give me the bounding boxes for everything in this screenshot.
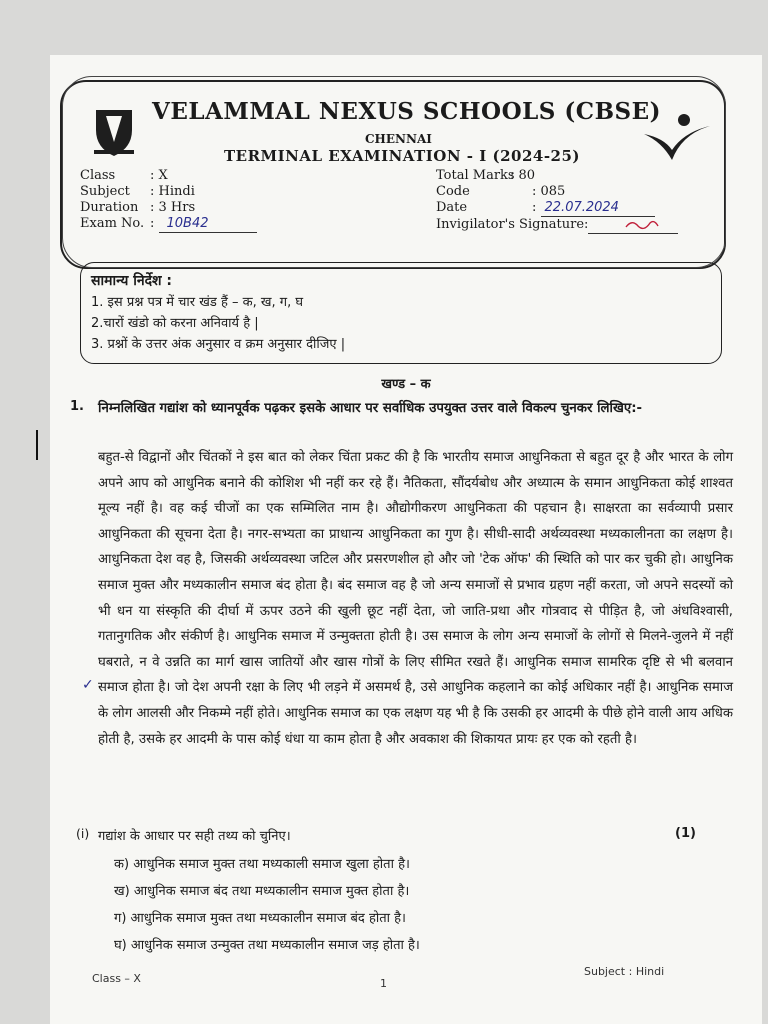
instructions-box xyxy=(80,262,722,364)
signature-scribble-icon xyxy=(622,218,662,232)
subquestion-text: गद्यांश के आधार पर सही तथ्य को चुनिए। xyxy=(98,829,291,844)
info-duration: Duration : 3 Hrs xyxy=(80,200,196,215)
exam-title: TERMINAL EXAMINATION - I (2024-25) xyxy=(224,147,581,165)
info-class: Class : X xyxy=(80,168,168,183)
passage-text: बहुत-से विद्वानों और चिंतकों ने इस बात को लेकर चिंता प्रकट की है कि भारतीय समाज आधुनिकता से बहुत दूर है और भारत के लोग अपने आप को आधुनिक बनाने की कोशिश भी नहीं कर रहे हैं। नैतिकता, सौंदर्यबोध और अध्यात्म के समान आधुनिकता कोई शाश्वत मूल्य नहीं है। वह कई चीजों का एक सम्मिलित नाम है। औद्योगीकरण आधुनिकता की पहचान है। साक्षरता का सर्वव्यापी प्रसार आधुनिकता की सूचना देता है। नगर-सभ्यता का प्राधान्य आधुनिकता का गुण है। सीधी-सादी अर्थव्यवस्था मध्यकालीनता का लक्षण है। आधुनिकता देश वह है, जिसकी अर्थव्यवस्था जटिल और प्रसरणशील हो और जो 'टेक ऑफ' की स्थिति को पार कर चुकी हो। आधुनिक समाज मुक्त और मध्यकालीन समाज बंद होता है। बंद समाज वह है जो अन्य समाजों से प्रभाव ग्रहण नहीं करता, जो अपने सदस्यों को भी धन या संस्कृति की दीर्घा में ऊपर उठने की खुली छूट नहीं देता, जो जाति-प्रथा और गोत्रवाद से पीड़ित है, जो अंधविश्वासी, गतानुगतिक और संकीर्ण है। आधुनिक समाज में उन्मुक्तता होती है। उस समाज के लोग अन्य समाजों के लोगों से मिलने-जुलने में नहीं घबराते, न वे उन्नति का मार्ग खास जातियों और खास गोत्रों के लिए सीमित रखते हैं। आधुनिक समाज सामरिक दृष्टि से भी बलवान समाज होता है। जो देश अपनी रक्षा के लिए भी लड़ने में असमर्थ है, उसे आधुनिक कहलाने का कोई अधिकार नहीं है। आधुनिक समाज के लोग आलसी और निकम्मे नहीं होते। आधुनिक समाज का एक लक्षण यह भी है कि उसकी हर आदमी के पीछे होने वाली आय अधिक होती है, उसके हर आदमी के पास कोई धंधा या काम होता है और अवकाश की शिकायत प्रायः हर एक को रहती है। xyxy=(98,450,733,747)
date-handwritten: 22.07.2024 xyxy=(541,200,655,217)
option-gha: घ) आधुनिक समाज उन्मुक्त तथा मध्यकालीन समाज जड़ होता है। xyxy=(114,938,420,953)
exam-no-handwritten: 10B42 xyxy=(159,216,257,233)
footer-class: Class – X xyxy=(92,972,141,985)
question-text: निम्नलिखित गद्यांश को ध्यानपूर्वक पढ़कर इसके आधार पर सर्वाधिक उपयुक्त उत्तर वाले विकल्प चुनकर लिखिए:- xyxy=(98,401,643,416)
margin-mark xyxy=(36,430,38,460)
info-date: Date : 22.07.2024 xyxy=(436,200,678,217)
subquestion-marks: (1) xyxy=(675,826,696,841)
option-ga: ग) आधुनिक समाज मुक्त तथा मध्यकालीन समाज बंद होता है। xyxy=(114,911,406,926)
instruction-item: 2.चारों खंडो को करना अनिवार्य है | xyxy=(91,316,259,331)
subquestion-number: (i) xyxy=(76,826,90,841)
footer-subject: Subject : Hindi xyxy=(584,965,665,978)
info-exam-no: Exam No. : 10B42 xyxy=(80,216,257,233)
option-kha: ख) आधुनिक समाज बंद तथा मध्यकालीन समाज मुक्त होता है। xyxy=(114,884,410,899)
school-name: VELAMMAL NEXUS SCHOOLS (CBSE) xyxy=(152,98,662,125)
header-box xyxy=(60,80,726,269)
question-number: 1. xyxy=(70,399,84,414)
instructions-title: सामान्य निर्देश : xyxy=(91,273,173,289)
school-crest-icon xyxy=(92,106,136,158)
info-total-marks: Total Marks: 80 xyxy=(436,168,536,183)
info-code: Code : 085 xyxy=(436,184,566,199)
instructions xyxy=(91,271,345,355)
footer-page-number: 1 xyxy=(380,977,387,990)
invigilator-signature-line xyxy=(588,217,678,234)
exam-page xyxy=(50,55,762,1024)
info-invigilator: Invigilator's Signature: xyxy=(436,217,678,234)
instruction-item: 1. इस प्रश्न पत्र में चार खंड हैं – क, ख, ग, घ xyxy=(91,295,304,310)
swoosh-logo-icon xyxy=(642,112,712,167)
check-mark-icon: ✓ xyxy=(82,677,94,693)
info-subject: Subject : Hindi xyxy=(80,184,195,199)
info-left xyxy=(80,168,257,233)
school-city: CHENNAI xyxy=(365,132,432,146)
option-ka: क) आधुनिक समाज मुक्त तथा मध्यकाली समाज खुला होता है। xyxy=(114,857,410,872)
info-right xyxy=(436,168,678,234)
section-heading: खण्ड – क xyxy=(381,377,431,392)
instruction-item: 3. प्रश्नों के उत्तर अंक अनुसार व क्रम अनुसार दीजिए | xyxy=(91,337,346,352)
